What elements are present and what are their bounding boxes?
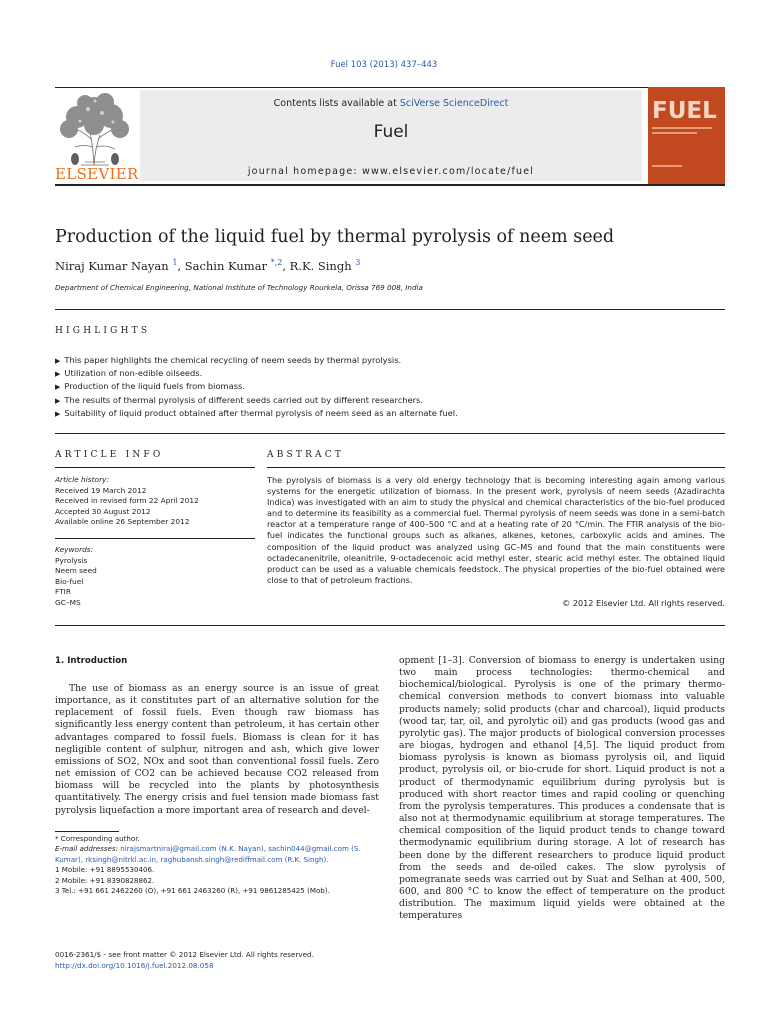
history-item: Received in revised form 22 April 2012	[55, 496, 199, 505]
divider	[55, 467, 255, 468]
list-item	[55, 394, 725, 407]
divider	[55, 625, 725, 626]
history-item: Received 19 March 2012	[55, 485, 147, 495]
highlight-text: Utilization of non-edible oilseeds.	[64, 368, 203, 379]
highlights-heading: HIGHLIGHTS	[55, 326, 151, 336]
bullet-triangle-icon: ▶	[55, 383, 61, 392]
bullet-triangle-icon: ▶	[55, 396, 61, 405]
divider	[55, 433, 725, 434]
highlight-text: Production of the liquid fuels from biomass.	[64, 381, 245, 392]
cover-title: FUEL	[652, 98, 717, 124]
journal-cover-thumbnail	[648, 87, 725, 184]
email-label: E-mail addresses:	[55, 844, 118, 854]
history-item: Accepted 30 August 2012	[55, 506, 151, 516]
keyword: Bio-fuel	[55, 576, 84, 586]
history-item: Available online 26 September 2012	[55, 517, 190, 526]
footnote-item: 2 Mobile: +91 8390828862.	[55, 875, 155, 885]
footnote-item: 3 Tel.: +91 661 2462260 (O), +91 661 2463260 (R), +91 9861285425 (Mob).	[55, 886, 330, 896]
email-links[interactable]: nirajsmartniraj@gmail.com (N.K. Nayan), sachin044@gmail.com (S. Kumar), rksingh@nitrkl.ac.in, raghubansh.singh@rediffmail.com (R.K. Singh).	[55, 844, 361, 864]
author-name: R.K. Singh	[289, 258, 352, 273]
footnote-divider	[55, 831, 119, 832]
sciencedirect-link[interactable]: SciVerse ScienceDirect	[399, 98, 509, 109]
list-item	[55, 354, 725, 367]
highlight-text: This paper highlights the chemical recycling of neem seeds by thermal pyrolysis.	[64, 355, 402, 365]
journal-homepage[interactable]: journal homepage: www.elsevier.com/locate/fuel	[247, 166, 535, 177]
corresponding-author-note: * Corresponding author.	[55, 834, 140, 843]
list-item	[55, 367, 725, 380]
list-item	[55, 380, 725, 393]
highlight-text: Suitability of liquid product obtained after thermal pyrolysis of neem seed as an alternate fuel.	[64, 407, 458, 418]
author-superscript[interactable]: *,2	[270, 258, 283, 267]
article-history	[55, 475, 255, 528]
bullet-triangle-icon: ▶	[55, 357, 61, 365]
masthead-bottom-rule	[55, 184, 725, 186]
list-item	[55, 407, 725, 420]
article-title: Production of the liquid fuel by thermal pyrolysis of neem seed	[55, 227, 615, 247]
keywords	[55, 545, 255, 608]
abstract-copyright: © 2012 Elsevier Ltd. All rights reserved.	[562, 598, 725, 608]
abstract-text: The pyrolysis of biomass is a very old energy technology that is becoming interesting again among various systems for the energetic utilization of biomass. In the present work, pyrolysis of neem seeds (Azadirachta Indica) was investigated with an aim to study the physical and chemical characteristics of the bio-fuel produced and to determine its feasibility as a commercial fuel. Thermal pyrolysis of neem seeds was done in a semi-batch reactor at a temperature range of 400–500 °C and at a heating rate of 20 °C/min. The FTIR analysis of the bio-fuel indicates the functional groups such as alkanes, alkenes, ketones, carboxylic acids and amines. The composition of the liquid product was analyzed using GC–MS and found that the main constituents were octadecanenitrile, oleanitrile, 9-octadecenoic acid methyl ester, stearic acid methyl ester. The obtained liquid product can be used as a valuable chemicals feedstock. The physical properties of the bio-fuel obtained were close to that of petroleum fractions.	[267, 475, 725, 585]
highlights-list	[55, 354, 725, 420]
keyword: GC–MS	[55, 597, 81, 607]
article-info-heading: ARTICLE INFO	[55, 450, 164, 460]
divider	[267, 467, 725, 468]
footnote-item: 1 Mobile: +91 8895530406.	[55, 865, 155, 875]
cover-stripe	[652, 127, 712, 129]
affiliation: Department of Chemical Engineering, National Institute of Technology Rourkela, Orissa 769 008, India	[55, 283, 423, 292]
front-matter	[55, 950, 455, 971]
footnotes	[55, 834, 379, 896]
author-name: Niraj Kumar Nayan	[55, 258, 169, 273]
author-superscript[interactable]: 1	[172, 258, 178, 267]
bullet-triangle-icon: ▶	[55, 409, 61, 418]
email-addresses	[55, 844, 379, 865]
contents-prefix: Contents lists available at	[273, 98, 400, 109]
masthead-top-rule	[55, 87, 725, 88]
abstract-heading: ABSTRACT	[267, 450, 345, 460]
contents-availability	[140, 98, 642, 109]
keyword: Neem seed	[55, 566, 97, 575]
body-column-right: opment [1–3]. Conversion of biomass to energy is undertaken using two main process technologies: thermo-chemical and biochemical/biological. Pyrolysis is one of the primary thermo-chemical conversion methods to convert biomass into valuable products namely; solid products (char and charcoal), liquid products (wood tar, tar, oil, and pyrolytic oil) and gas products (wood gas and pyrolytic gas). The major products of biological conversion processes are biogas, hydrogen and ethanol [4,5]. The liquid product from biomass pyrolysis is known as biomass pyrolysis oil, and liquid product, pyrolysis oil, or bio-crude for short. Liquid product is not a product of thermodynamic equilibrium during pyrolysis but is produced with short reactor times and rapid cooling or quenching from the pyrolysis temperatures. This produces a condensate that is also not at thermodynamic equilibrium at storage temperatures. The chemical composition of the liquid product tends to change toward thermodynamic equilibrium during storage. A lot of research has been done by the different researchers to produce liquid product from the seeds and de-oiled cakes. The slow pyrolysis of pomegranate seeds was carried out by Suat and Selhan at 400, 500, 600, and 800 °C to know the effect of temperature on the product distribution. The maximum liquid yields were obtained at the temperatures	[399, 655, 725, 922]
history-label: Article history:	[55, 475, 109, 484]
highlight-text: The results of thermal pyrolysis of different seeds carried out by different researchers.	[64, 394, 423, 405]
body-column-left: The use of biomass as an energy source is an issue of great importance, as it constitutes part of an alternative solution for the replacement of fossil fuels. Even though raw biomass has significantly less energy content than petroleum, it has certain other advantages compared to fossil fuels. Biomass is clean for it has negligible content of sulphur, nitrogen and ash, which give lower emissions of SO2, NOx and soot than conventional fossil fuels. Zero net emission of CO2 can be achieved because CO2 released from biomass will be recycled into the plants by photosynthesis quantitatively. The energy crisis and fuel tension made biomass fast pyrolysis liquefaction a more important area of research and devel-	[55, 683, 379, 816]
bullet-triangle-icon: ▶	[55, 370, 61, 379]
doi-link[interactable]: http://dx.doi.org/10.1016/j.fuel.2012.08.058	[55, 960, 214, 970]
journal-reference-link[interactable]: Fuel 103 (2013) 437–443	[330, 60, 438, 70]
divider	[55, 309, 725, 310]
masthead	[55, 87, 725, 187]
keyword: Pyrolysis	[55, 555, 88, 565]
journal-info-box	[140, 90, 642, 181]
author-superscript[interactable]: 3	[355, 258, 361, 267]
elsevier-wordmark: ELSEVIER	[55, 165, 139, 183]
author-name: Sachin Kumar	[184, 258, 268, 273]
keyword: FTIR	[55, 587, 71, 596]
issn-line: 0016-2361/$ - see front matter © 2012 Elsevier Ltd. All rights reserved.	[55, 950, 314, 959]
author-list: Niraj Kumar Nayan $^1$, Sachin Kumar $^{*,2}$, R.K. Singh $^3$	[55, 258, 361, 273]
journal-title: Fuel	[373, 122, 409, 142]
section-heading-introduction: 1. Introduction	[55, 656, 128, 666]
keywords-label: Keywords:	[55, 545, 94, 554]
divider	[55, 538, 255, 539]
cover-stripe	[652, 132, 697, 134]
cover-stripe	[652, 165, 682, 167]
